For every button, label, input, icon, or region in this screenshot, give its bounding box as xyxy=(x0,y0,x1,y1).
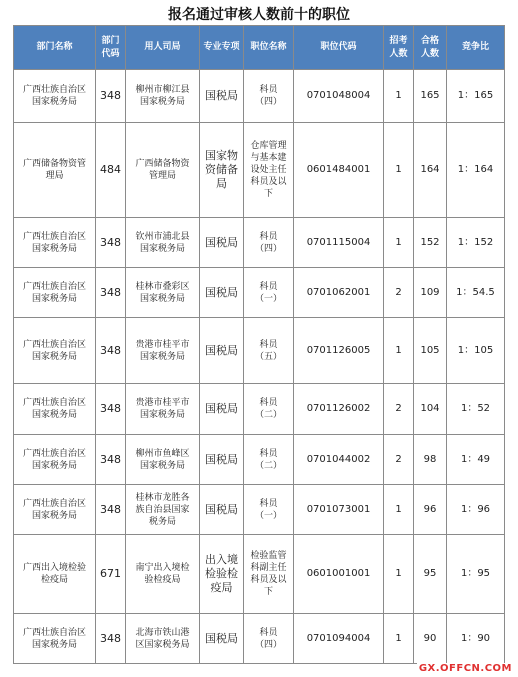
cell-qualified: 95 xyxy=(414,535,447,614)
watermark: GX.OFFCN.COM xyxy=(418,663,512,674)
table-row xyxy=(14,123,505,218)
cell-bureau: 柳州市柳江县国家税务局 xyxy=(126,70,200,123)
cell-position: 仓库管理与基本建设处主任科员及以下 xyxy=(244,123,294,218)
cell-qualified: 98 xyxy=(414,435,447,485)
cell-dept: 广西壮族自治区国家税务局 xyxy=(14,218,96,268)
table-row xyxy=(14,268,505,318)
cell-bureau: 南宁出入境检验检疫局 xyxy=(126,535,200,614)
header-dept: 部门名称 xyxy=(14,26,96,70)
table-row xyxy=(14,318,505,384)
header-ratio: 竞争比 xyxy=(447,26,505,70)
cell-ratio: 1：95 xyxy=(447,535,505,614)
cell-dept-code: 348 xyxy=(96,268,126,318)
cell-pos-code: 0701073001 xyxy=(294,485,384,535)
cell-pos-code: 0701126002 xyxy=(294,384,384,435)
cell-dept: 广西壮族自治区国家税务局 xyxy=(14,268,96,318)
cell-dept-code: 348 xyxy=(96,485,126,535)
cell-special: 国税局 xyxy=(200,70,244,123)
page-title: 报名通过审核人数前十的职位 xyxy=(168,7,350,23)
cell-dept: 广西壮族自治区国家税务局 xyxy=(14,614,96,664)
cell-special: 出入境检验检疫局 xyxy=(200,535,244,614)
cell-qualified: 152 xyxy=(414,218,447,268)
table-row xyxy=(14,535,505,614)
cell-pos-code: 0601484001 xyxy=(294,123,384,218)
cell-ratio: 1：105 xyxy=(447,318,505,384)
cell-quota: 1 xyxy=(384,535,414,614)
cell-dept-code: 348 xyxy=(96,384,126,435)
cell-position: 科员（四） xyxy=(244,614,294,664)
cell-bureau: 广西储备物资管理局 xyxy=(126,123,200,218)
positions-table xyxy=(13,25,505,664)
table-row xyxy=(14,435,505,485)
cell-special: 国税局 xyxy=(200,435,244,485)
cell-qualified: 165 xyxy=(414,70,447,123)
cell-special: 国税局 xyxy=(200,384,244,435)
header-bureau: 用人司局 xyxy=(126,26,200,70)
cell-special: 国税局 xyxy=(200,268,244,318)
cell-dept: 广西壮族自治区国家税务局 xyxy=(14,70,96,123)
cell-dept-code: 348 xyxy=(96,435,126,485)
cell-ratio: 1：96 xyxy=(447,485,505,535)
cell-position: 科员（四） xyxy=(244,218,294,268)
cell-special: 国税局 xyxy=(200,614,244,664)
cell-special: 国税局 xyxy=(200,485,244,535)
cell-ratio: 1：49 xyxy=(447,435,505,485)
cell-bureau: 钦州市浦北县国家税务局 xyxy=(126,218,200,268)
cell-dept-code: 348 xyxy=(96,218,126,268)
table-row xyxy=(14,218,505,268)
cell-dept: 广西出入境检验检疫局 xyxy=(14,535,96,614)
cell-ratio: 1：152 xyxy=(447,218,505,268)
cell-quota: 2 xyxy=(384,268,414,318)
cell-pos-code: 0701062001 xyxy=(294,268,384,318)
table-row xyxy=(14,70,505,123)
cell-qualified: 90 xyxy=(414,614,447,664)
header-qualified: 合格人数 xyxy=(414,26,447,70)
header-pos-code: 职位代码 xyxy=(294,26,384,70)
cell-dept: 广西壮族自治区国家税务局 xyxy=(14,435,96,485)
cell-position: 科员（一） xyxy=(244,268,294,318)
cell-dept-code: 484 xyxy=(96,123,126,218)
cell-position: 检验监管科副主任科员及以下 xyxy=(244,535,294,614)
table-row xyxy=(14,485,505,535)
cell-pos-code: 0701044002 xyxy=(294,435,384,485)
cell-special: 国家物资储备局 xyxy=(200,123,244,218)
cell-bureau: 北海市铁山港区国家税务局 xyxy=(126,614,200,664)
cell-bureau: 贵港市桂平市国家税务局 xyxy=(126,318,200,384)
cell-bureau: 柳州市鱼峰区国家税务局 xyxy=(126,435,200,485)
cell-dept-code: 348 xyxy=(96,318,126,384)
cell-dept: 广西壮族自治区国家税务局 xyxy=(14,485,96,535)
header-dept-code: 部门代码 xyxy=(96,26,126,70)
table-row xyxy=(14,384,505,435)
cell-quota: 1 xyxy=(384,218,414,268)
cell-position: 科员（四） xyxy=(244,70,294,123)
cell-ratio: 1：52 xyxy=(447,384,505,435)
cell-position: 科员（二） xyxy=(244,384,294,435)
cell-quota: 2 xyxy=(384,384,414,435)
cell-pos-code: 0701115004 xyxy=(294,218,384,268)
cell-qualified: 109 xyxy=(414,268,447,318)
cell-dept-code: 671 xyxy=(96,535,126,614)
cell-qualified: 105 xyxy=(414,318,447,384)
header-special: 专业专项 xyxy=(200,26,244,70)
cell-dept-code: 348 xyxy=(96,70,126,123)
cell-ratio: 1：164 xyxy=(447,123,505,218)
cell-quota: 1 xyxy=(384,485,414,535)
cell-position: 科员（二） xyxy=(244,435,294,485)
cell-pos-code: 0701094004 xyxy=(294,614,384,664)
cell-qualified: 104 xyxy=(414,384,447,435)
table-header-row xyxy=(14,26,505,70)
table-row xyxy=(14,614,505,664)
cell-bureau: 桂林市叠彩区国家税务局 xyxy=(126,268,200,318)
cell-position: 科员（五） xyxy=(244,318,294,384)
cell-quota: 1 xyxy=(384,614,414,664)
cell-quota: 2 xyxy=(384,435,414,485)
cell-ratio: 1：54.5 xyxy=(447,268,505,318)
cell-special: 国税局 xyxy=(200,318,244,384)
cell-ratio: 1：90 xyxy=(447,614,505,664)
cell-dept-code: 348 xyxy=(96,614,126,664)
cell-ratio: 1：165 xyxy=(447,70,505,123)
cell-dept: 广西壮族自治区国家税务局 xyxy=(14,318,96,384)
cell-bureau: 桂林市龙胜各族自治县国家税务局 xyxy=(126,485,200,535)
cell-dept: 广西壮族自治区国家税务局 xyxy=(14,384,96,435)
cell-dept: 广西储备物资管理局 xyxy=(14,123,96,218)
cell-special: 国税局 xyxy=(200,218,244,268)
cell-bureau: 贵港市桂平市国家税务局 xyxy=(126,384,200,435)
cell-quota: 1 xyxy=(384,70,414,123)
cell-qualified: 96 xyxy=(414,485,447,535)
cell-pos-code: 0701048004 xyxy=(294,70,384,123)
header-quota: 招考人数 xyxy=(384,26,414,70)
cell-pos-code: 0601001001 xyxy=(294,535,384,614)
cell-pos-code: 0701126005 xyxy=(294,318,384,384)
cell-quota: 1 xyxy=(384,123,414,218)
table-body xyxy=(14,70,505,664)
cell-qualified: 164 xyxy=(414,123,447,218)
header-position: 职位名称 xyxy=(244,26,294,70)
cell-quota: 1 xyxy=(384,318,414,384)
cell-position: 科员（一） xyxy=(244,485,294,535)
